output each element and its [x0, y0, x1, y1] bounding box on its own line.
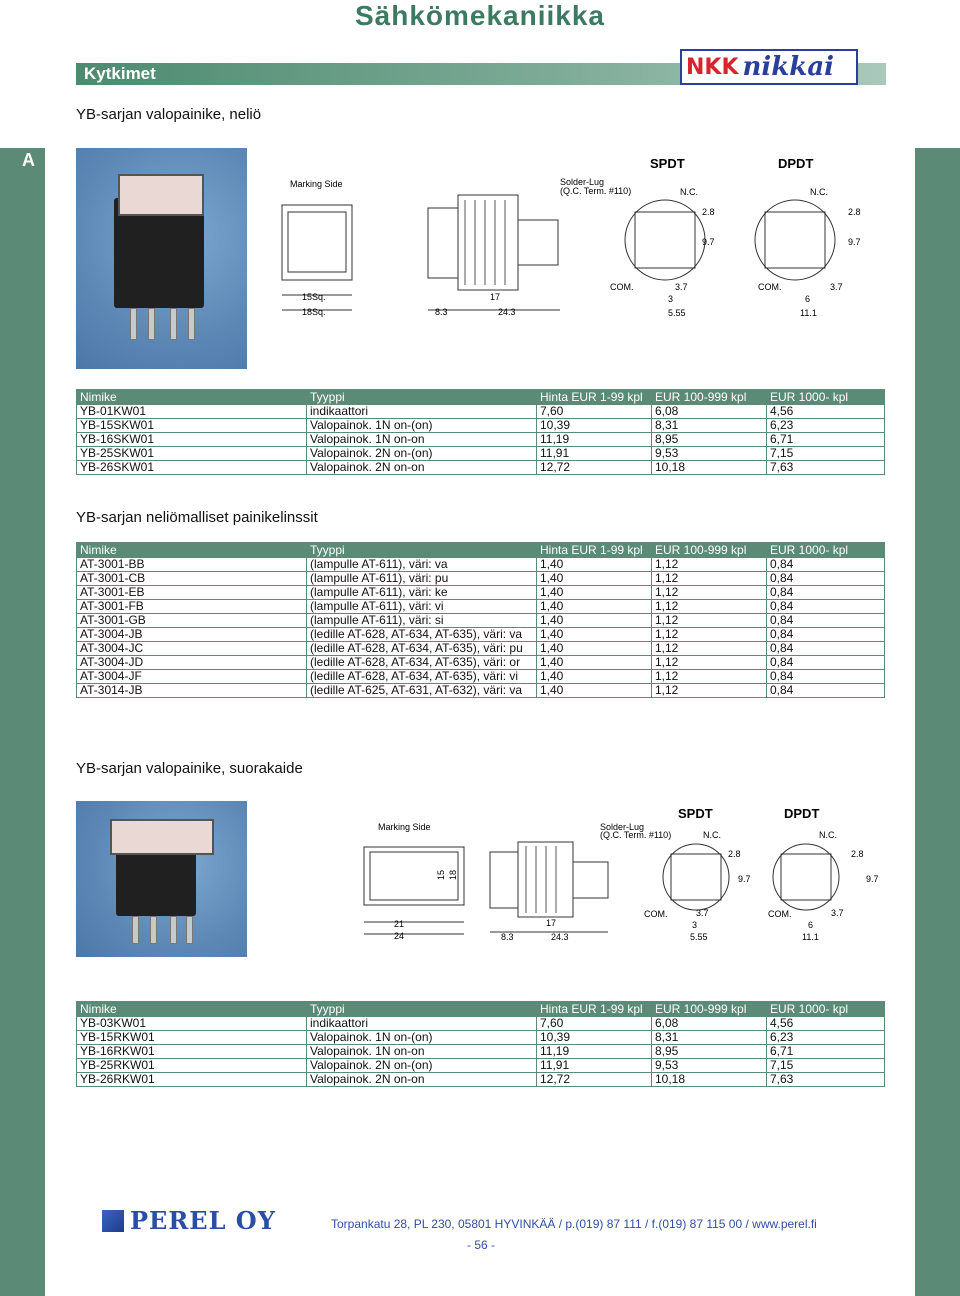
table-row	[77, 600, 885, 614]
svg-text:5.55: 5.55	[690, 932, 708, 942]
svg-text:9.7: 9.7	[848, 237, 861, 247]
perel-logo	[102, 1206, 276, 1235]
table-row	[77, 447, 885, 461]
logo-text: nikkai	[742, 52, 835, 82]
table-cell: YB-15SKW01	[77, 419, 307, 433]
table-cell: 1,40	[537, 670, 652, 684]
table-cell: 11,91	[537, 447, 652, 461]
svg-text:5.55: 5.55	[668, 308, 686, 318]
price-table-lenses	[76, 542, 885, 698]
page-number: - 56 -	[467, 1238, 496, 1252]
column-header: Hinta EUR 1-99 kpl	[537, 543, 652, 558]
svg-text:3: 3	[692, 920, 698, 930]
svg-text:6: 6	[808, 920, 814, 930]
column-header: Tyyppi	[307, 543, 537, 558]
table-cell: Valopainok. 1N on-(on)	[307, 419, 537, 433]
table-cell: 1,12	[652, 670, 767, 684]
table-cell: YB-03KW01	[77, 1017, 307, 1031]
dimension-drawing-rect	[356, 802, 880, 944]
table-cell: YB-26RKW01	[77, 1073, 307, 1087]
table-cell: YB-25RKW01	[77, 1059, 307, 1073]
table-cell: AT-3001-FB	[77, 600, 307, 614]
table-cell: 1,12	[652, 656, 767, 670]
svg-text:17: 17	[546, 918, 557, 928]
table-cell: 0,84	[767, 600, 885, 614]
svg-text:2.8: 2.8	[848, 207, 861, 217]
table-cell: AT-3014-JB	[77, 684, 307, 698]
table-cell: (lampulle AT-611), väri: va	[307, 558, 537, 572]
svg-text:COM.: COM.	[768, 909, 792, 919]
table-cell: 7,15	[767, 447, 885, 461]
table-cell: 1,40	[537, 558, 652, 572]
left-margin-bar	[0, 148, 45, 1296]
table-cell: AT-3004-JC	[77, 642, 307, 656]
svg-text:COM.: COM.	[758, 282, 782, 292]
table-cell: 1,12	[652, 572, 767, 586]
table-cell: 1,40	[537, 684, 652, 698]
table-cell: 1,12	[652, 558, 767, 572]
table-row	[77, 614, 885, 628]
table-cell: Valopainok. 1N on-on	[307, 433, 537, 447]
table-cell: Valopainok. 2N on-on	[307, 1073, 537, 1087]
table-cell: Valopainok. 1N on-on	[307, 1045, 537, 1059]
svg-text:N.C.: N.C.	[819, 830, 837, 840]
perel-logo-icon	[102, 1210, 124, 1232]
table-cell: AT-3004-JF	[77, 670, 307, 684]
table-cell: Valopainok. 2N on-(on)	[307, 1059, 537, 1073]
table-cell: 4,56	[767, 1017, 885, 1031]
table-row	[77, 1059, 885, 1073]
svg-text:15Sq.: 15Sq.	[302, 292, 326, 302]
table-cell: 1,12	[652, 684, 767, 698]
table-cell: AT-3001-EB	[77, 586, 307, 600]
section-letter: A	[22, 150, 35, 170]
table-cell: 1,40	[537, 600, 652, 614]
table-cell: 6,23	[767, 1031, 885, 1045]
table-cell: 6,71	[767, 1045, 885, 1059]
table-cell: 9,53	[652, 1059, 767, 1073]
svg-text:3.7: 3.7	[831, 908, 844, 918]
table-cell: 7,60	[537, 405, 652, 419]
table-cell: (ledille AT-625, AT-631, AT-632), väri: va	[307, 684, 537, 698]
column-header: EUR 1000- kpl	[767, 543, 885, 558]
table-cell: 12,72	[537, 461, 652, 475]
table-cell: 4,56	[767, 405, 885, 419]
table-cell: 0,84	[767, 656, 885, 670]
svg-text:8.3: 8.3	[435, 307, 448, 317]
svg-text:2.8: 2.8	[728, 849, 741, 859]
table-row	[77, 405, 885, 419]
svg-text:3.7: 3.7	[830, 282, 843, 292]
table-cell: 0,84	[767, 642, 885, 656]
table-cell: 0,84	[767, 558, 885, 572]
table-cell: AT-3004-JB	[77, 628, 307, 642]
price-table-square-switch	[76, 389, 885, 475]
table-cell: 8,31	[652, 419, 767, 433]
table-cell: YB-01KW01	[77, 405, 307, 419]
svg-text:3.7: 3.7	[696, 908, 709, 918]
svg-text:2.8: 2.8	[702, 207, 715, 217]
table-cell: 0,84	[767, 586, 885, 600]
svg-text:17: 17	[490, 292, 501, 302]
table-cell: (lampulle AT-611), väri: si	[307, 614, 537, 628]
table-row	[77, 1017, 885, 1031]
table-cell: (ledille AT-628, AT-634, AT-635), väri: vi	[307, 670, 537, 684]
table-cell: (lampulle AT-611), väri: vi	[307, 600, 537, 614]
nkk-nikkai-logo	[680, 49, 858, 85]
table-header-row	[77, 543, 885, 558]
table-cell: YB-15RKW01	[77, 1031, 307, 1045]
table-cell: 6,71	[767, 433, 885, 447]
table-cell: (ledille AT-628, AT-634, AT-635), väri: va	[307, 628, 537, 642]
table-cell: (ledille AT-628, AT-634, AT-635), väri: pu	[307, 642, 537, 656]
table-cell: indikaattori	[307, 1017, 537, 1031]
table-cell: (lampulle AT-611), väri: pu	[307, 572, 537, 586]
table-row	[77, 1031, 885, 1045]
section-title-square-switch: YB-sarjan valopainike, neliö	[76, 106, 262, 123]
column-header: Tyyppi	[307, 390, 537, 405]
svg-text:3.7: 3.7	[675, 282, 688, 292]
brand-title: Sähkömekaniikka	[354, 0, 606, 31]
table-row	[77, 558, 885, 572]
svg-text:N.C.: N.C.	[703, 830, 721, 840]
svg-text:24: 24	[394, 931, 405, 941]
table-cell: 8,31	[652, 1031, 767, 1045]
svg-text:Marking Side: Marking Side	[378, 822, 431, 832]
table-row	[77, 684, 885, 698]
table-cell: YB-16RKW01	[77, 1045, 307, 1059]
table-cell: 1,12	[652, 586, 767, 600]
table-cell: 10,18	[652, 461, 767, 475]
table-cell: YB-16SKW01	[77, 433, 307, 447]
svg-text:Solder-Lug: Solder-Lug	[560, 177, 605, 187]
marking-side-label: Marking Side	[290, 179, 343, 189]
table-row	[77, 1073, 885, 1087]
table-row	[77, 572, 885, 586]
svg-text:SPDT: SPDT	[678, 806, 713, 821]
column-header: Nimike	[77, 390, 307, 405]
table-cell: 10,39	[537, 1031, 652, 1045]
table-cell: 0,84	[767, 614, 885, 628]
column-header: EUR 1000- kpl	[767, 1002, 885, 1017]
table-cell: 1,40	[537, 614, 652, 628]
table-cell: AT-3001-BB	[77, 558, 307, 572]
product-photo-square	[76, 148, 247, 369]
table-cell: 10,39	[537, 419, 652, 433]
section-title-lenses: YB-sarjan neliömalliset painikelinssit	[76, 509, 318, 526]
price-table-rect-switch	[76, 1001, 885, 1087]
svg-text:15: 15	[436, 869, 446, 880]
table-row	[77, 419, 885, 433]
table-cell: 8,95	[652, 1045, 767, 1059]
column-header: Nimike	[77, 1002, 307, 1017]
table-cell: 9,53	[652, 447, 767, 461]
category-label: Kytkimet	[84, 64, 156, 83]
table-cell: 1,12	[652, 628, 767, 642]
svg-text:2.8: 2.8	[851, 849, 864, 859]
table-cell: 12,72	[537, 1073, 652, 1087]
table-cell: Valopainok. 1N on-(on)	[307, 1031, 537, 1045]
table-header-row	[77, 390, 885, 405]
svg-text:9.7: 9.7	[738, 874, 751, 884]
table-cell: 0,84	[767, 670, 885, 684]
table-cell: 6,08	[652, 1017, 767, 1031]
table-cell: AT-3004-JD	[77, 656, 307, 670]
svg-text:N.C.: N.C.	[680, 187, 698, 197]
section-title-rect-switch: YB-sarjan valopainike, suorakaide	[76, 760, 303, 777]
table-row	[77, 656, 885, 670]
table-cell: indikaattori	[307, 405, 537, 419]
table-cell: 11,19	[537, 433, 652, 447]
dimension-drawing-square	[270, 150, 870, 328]
table-cell: 11,91	[537, 1059, 652, 1073]
table-cell: 1,40	[537, 656, 652, 670]
table-cell: YB-25SKW01	[77, 447, 307, 461]
product-photo-rect	[76, 801, 247, 957]
svg-text:SPDT: SPDT	[650, 156, 685, 171]
table-cell: 1,12	[652, 600, 767, 614]
svg-text:3: 3	[668, 294, 674, 304]
table-cell: 1,40	[537, 572, 652, 586]
table-cell: 1,12	[652, 642, 767, 656]
table-cell: 7,60	[537, 1017, 652, 1031]
table-cell: 8,95	[652, 433, 767, 447]
column-header: EUR 1000- kpl	[767, 390, 885, 405]
table-cell: 1,12	[652, 614, 767, 628]
svg-text:(Q.C. Term. #110): (Q.C. Term. #110)	[600, 830, 672, 840]
right-margin-bar	[915, 148, 960, 1296]
svg-text:11.1: 11.1	[802, 932, 819, 942]
table-cell: AT-3001-GB	[77, 614, 307, 628]
logo-mark: NKK	[686, 54, 739, 80]
table-cell: 1,40	[537, 642, 652, 656]
table-cell: (lampulle AT-611), väri: ke	[307, 586, 537, 600]
svg-text:Solder-Lug: Solder-Lug	[600, 822, 645, 832]
svg-text:11.1: 11.1	[800, 308, 817, 318]
table-cell: 0,84	[767, 684, 885, 698]
svg-text:DPDT: DPDT	[784, 806, 820, 821]
table-row	[77, 433, 885, 447]
table-row	[77, 586, 885, 600]
svg-text:(Q.C. Term. #110): (Q.C. Term. #110)	[560, 186, 632, 196]
table-cell: 7,63	[767, 461, 885, 475]
table-header-row	[77, 1002, 885, 1017]
table-cell: (ledille AT-628, AT-634, AT-635), väri: or	[307, 656, 537, 670]
table-cell: 7,63	[767, 1073, 885, 1087]
table-cell: 1,40	[537, 586, 652, 600]
svg-text:8.3: 8.3	[501, 932, 514, 942]
table-cell: 1,40	[537, 628, 652, 642]
svg-text:COM.: COM.	[610, 282, 634, 292]
table-cell: AT-3001-CB	[77, 572, 307, 586]
table-cell: 11,19	[537, 1045, 652, 1059]
svg-text:18Sq.: 18Sq.	[302, 307, 326, 317]
table-row	[77, 628, 885, 642]
column-header: Hinta EUR 1-99 kpl	[537, 1002, 652, 1017]
svg-text:24.3: 24.3	[551, 932, 569, 942]
svg-text:6: 6	[805, 294, 811, 304]
svg-text:24.3: 24.3	[498, 307, 516, 317]
svg-text:N.C.: N.C.	[810, 187, 828, 197]
column-header: EUR 100-999 kpl	[652, 1002, 767, 1017]
perel-logo-text: PEREL OY	[130, 1206, 276, 1235]
svg-text:21: 21	[394, 919, 405, 929]
table-row	[77, 461, 885, 475]
svg-text:9.7: 9.7	[702, 237, 715, 247]
svg-text:18: 18	[448, 869, 458, 880]
table-cell: 7,15	[767, 1059, 885, 1073]
footer-address: Torpankatu 28, PL 230, 05801 HYVINKÄÄ / p.(019) 87 111 / f.(019) 87 115 00 / www.perel.fi	[331, 1217, 817, 1231]
svg-text:DPDT: DPDT	[778, 156, 814, 171]
table-cell: Valopainok. 2N on-on	[307, 461, 537, 475]
table-row	[77, 642, 885, 656]
svg-text:9.7: 9.7	[866, 874, 879, 884]
svg-text:COM.: COM.	[644, 909, 668, 919]
table-cell: YB-26SKW01	[77, 461, 307, 475]
table-row	[77, 1045, 885, 1059]
column-header: EUR 100-999 kpl	[652, 390, 767, 405]
table-cell: 6,23	[767, 419, 885, 433]
table-cell: 0,84	[767, 628, 885, 642]
column-header: Nimike	[77, 543, 307, 558]
table-row	[77, 670, 885, 684]
column-header: EUR 100-999 kpl	[652, 543, 767, 558]
column-header: Tyyppi	[307, 1002, 537, 1017]
table-cell: 10,18	[652, 1073, 767, 1087]
column-header: Hinta EUR 1-99 kpl	[537, 390, 652, 405]
table-cell: Valopainok. 2N on-(on)	[307, 447, 537, 461]
table-cell: 6,08	[652, 405, 767, 419]
table-cell: 0,84	[767, 572, 885, 586]
